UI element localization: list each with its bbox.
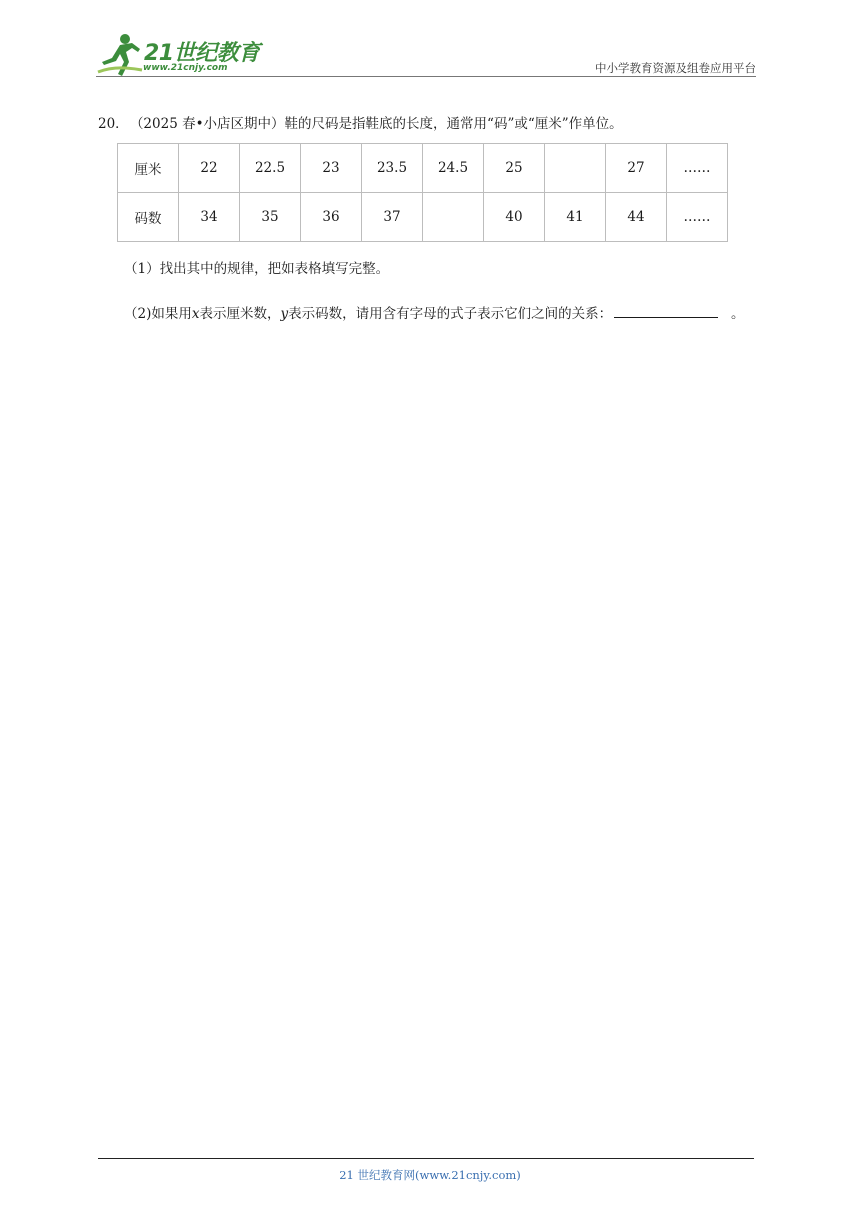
table-cell-blank[interactable]: [545, 144, 606, 193]
table-cell: 27: [606, 144, 667, 193]
sub2-mid2: 表示码数，请用含有字母的式子表示它们之间的关系：: [288, 306, 613, 322]
table-cell: 44: [606, 193, 667, 242]
sub-question-1: （1）找出其中的规律，把如表格填写完整。: [124, 261, 390, 277]
question-stem: [98, 112, 623, 132]
question-number: 20．: [98, 116, 129, 132]
variable-x: x: [191, 306, 200, 322]
logo-text: 21世纪教育: [144, 41, 260, 66]
answer-blank[interactable]: [614, 305, 718, 318]
variable-y: y: [280, 306, 289, 322]
table-cell: ……: [667, 144, 728, 193]
table-cell: 34: [179, 193, 240, 242]
site-logo: [96, 30, 266, 78]
table-cell: 22.5: [240, 144, 301, 193]
page-header: [96, 30, 756, 78]
table-cell: 23: [301, 144, 362, 193]
footer-divider: [98, 1158, 754, 1159]
table-cell: 40: [484, 193, 545, 242]
table-cell-blank[interactable]: [423, 193, 484, 242]
table-cell: 22: [179, 144, 240, 193]
size-table: [117, 143, 728, 242]
question-text: （2025 春•小店区期中）鞋的尺码是指鞋底的长度，通常用“码”或“厘米”作单位。: [136, 116, 623, 132]
table-row: [118, 193, 728, 242]
table-cell: 24.5: [423, 144, 484, 193]
table-cell: 码数: [118, 193, 179, 242]
sub2-end: 。: [731, 306, 745, 322]
table-cell: ……: [667, 193, 728, 242]
table-cell: 37: [362, 193, 423, 242]
header-platform-text: 中小学教育资源及组卷应用平台: [595, 61, 756, 75]
sub2-mid1: 表示厘米数，: [199, 306, 281, 322]
runner-logo-icon: [96, 32, 144, 78]
footer-text: 21 世纪教育网(www.21cnjy.com): [339, 1168, 521, 1182]
table-cell: 35: [240, 193, 301, 242]
logo-url: www.21cnjy.com: [143, 63, 228, 73]
table-cell: 厘米: [118, 144, 179, 193]
table-cell: 36: [301, 193, 362, 242]
table-cell: 25: [484, 144, 545, 193]
table-cell: 41: [545, 193, 606, 242]
table-row: [118, 144, 728, 193]
sub2-prefix: （2)如果用: [124, 306, 192, 322]
sub-question-2: [124, 302, 745, 322]
table-cell: 23.5: [362, 144, 423, 193]
header-divider: [96, 76, 756, 77]
